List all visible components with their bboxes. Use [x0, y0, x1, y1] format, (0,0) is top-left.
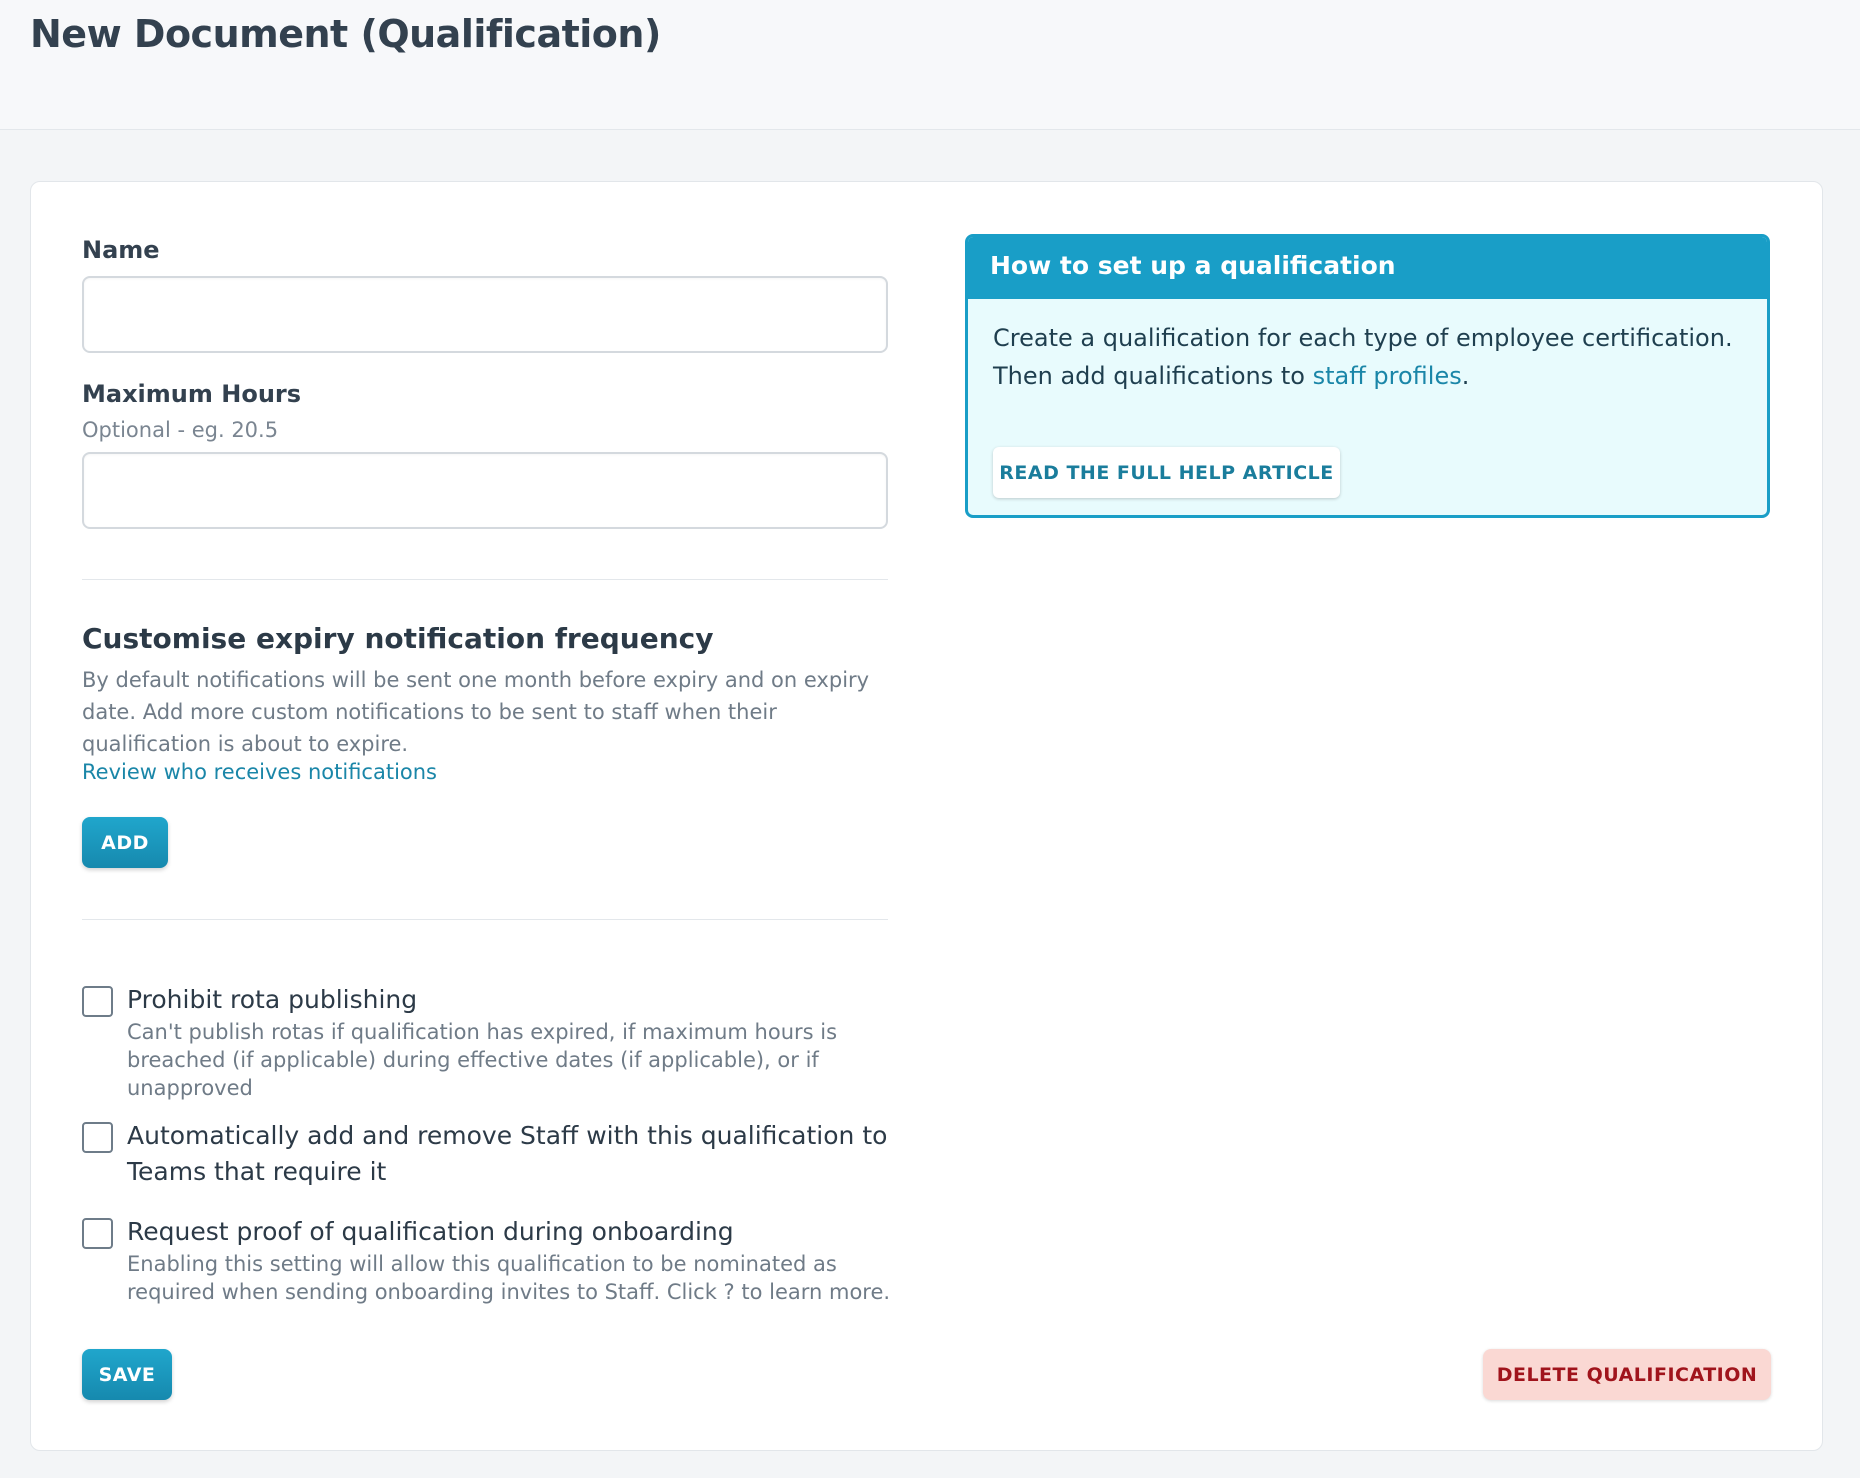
option-description: Enabling this setting will allow this qualification to be nominated as required when sending onboarding invites to Staff. Click ? to learn more.	[127, 1252, 891, 1304]
help-body-end: .	[1461, 362, 1470, 390]
review-notifications-link[interactable]: Review who receives notifications	[82, 760, 438, 784]
prohibit-rota-checkbox[interactable]	[82, 986, 113, 1017]
page-title: New Document (Qualification)	[30, 12, 661, 56]
help-header	[968, 237, 1767, 299]
option-auto-teams	[82, 1118, 902, 1194]
read-help-article-button[interactable]: READ THE FULL HELP ARTICLE	[993, 447, 1340, 498]
add-notification-button[interactable]: ADD	[82, 817, 168, 868]
option-label: Automatically add and remove Staff with this qualification to Teams that require it	[127, 1121, 888, 1186]
notifications-description: By default notifications will be sent one month before expiry and on expiry date. Add more custom notifications to be sent to staff when their qualification is about to expire.	[82, 668, 870, 756]
page-header	[0, 0, 1860, 130]
option-prohibit-rota	[82, 982, 902, 1100]
max-hours-input[interactable]	[82, 452, 888, 529]
name-input[interactable]	[82, 276, 888, 353]
help-body	[993, 319, 1753, 395]
divider	[82, 579, 888, 580]
max-hours-hint: Optional - eg. 20.5	[82, 418, 279, 442]
option-label: Prohibit rota publishing	[127, 985, 418, 1014]
max-hours-label: Maximum Hours	[82, 380, 302, 408]
notifications-title: Customise expiry notification frequency	[82, 622, 714, 655]
name-label: Name	[82, 236, 160, 264]
request-proof-checkbox[interactable]	[82, 1218, 113, 1249]
save-button[interactable]: SAVE	[82, 1349, 172, 1400]
help-title: How to set up a qualification	[990, 251, 1396, 280]
auto-teams-checkbox[interactable]	[82, 1122, 113, 1153]
form-card	[30, 181, 1823, 1451]
option-request-proof	[82, 1214, 902, 1304]
delete-qualification-button[interactable]: DELETE QUALIFICATION	[1483, 1349, 1771, 1400]
staff-profiles-link[interactable]: staff profiles	[1312, 362, 1462, 390]
help-body-text: Create a qualification for each type of employee certification. Then add qualifications to	[993, 324, 1733, 390]
option-label: Request proof of qualification during onboarding	[127, 1217, 734, 1246]
help-panel	[965, 234, 1770, 518]
divider	[82, 919, 888, 920]
option-description: Can't publish rotas if qualification has expired, if maximum hours is breached (if applicable) during effective dates (if applicable), or if unapproved	[127, 1020, 838, 1100]
